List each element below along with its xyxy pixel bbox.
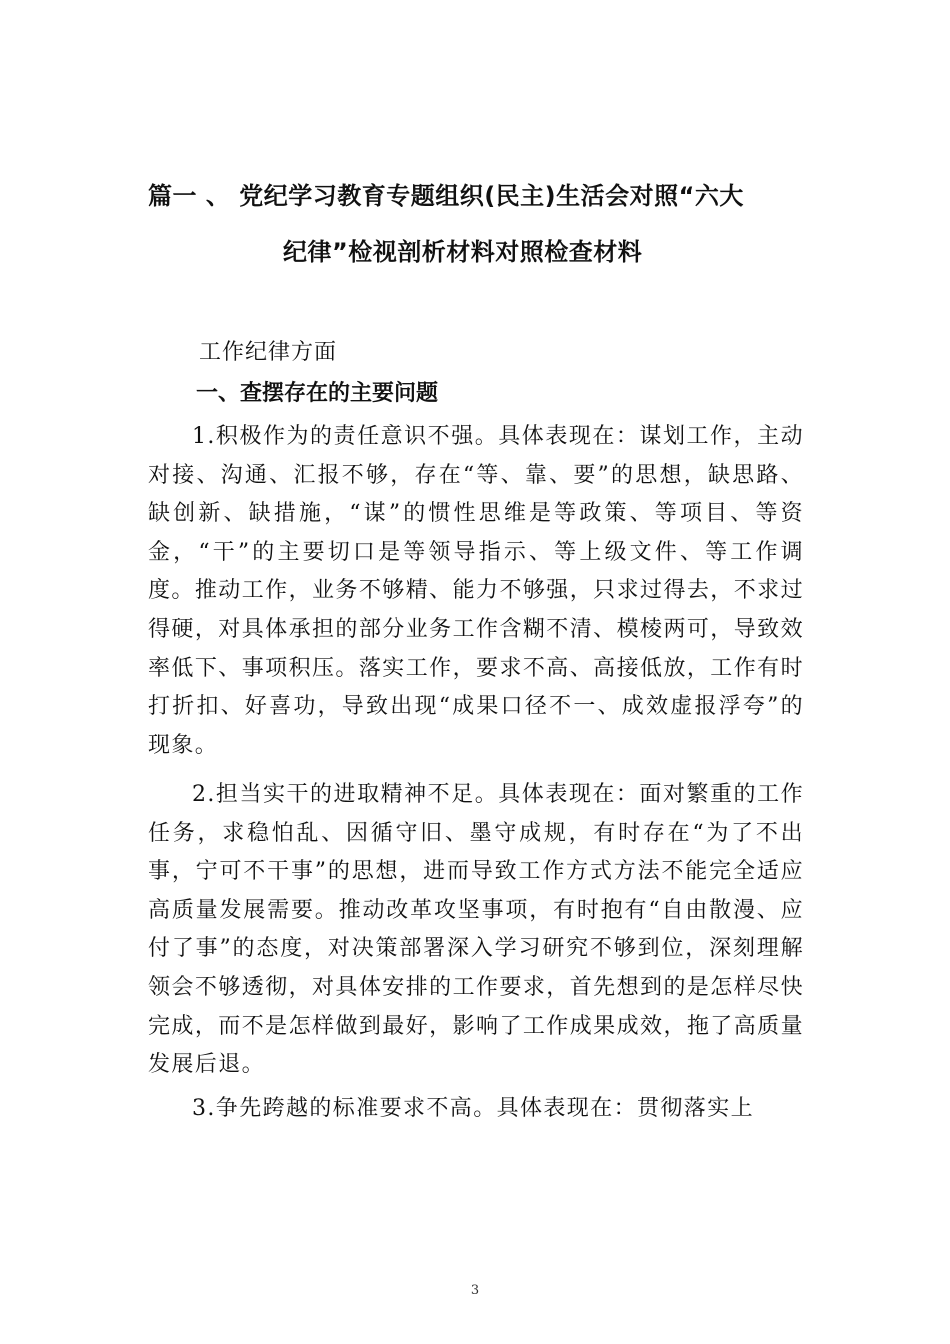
document-title-line-2: 纪律”检视剖析材料对照检查材料 (283, 238, 643, 266)
section-label: 工作纪律方面 (199, 340, 338, 365)
paragraph-1: 1.积极作为的责任意识不强。具体表现在：谋划工作，主动对接、沟通、汇报不够，存在“等、靠、要”的思想，缺思路、缺创新、缺措施，“谋”的惯性思维是等政策、等项目、等资金，“干”的主要切口是等领导指示、等上级文件、等工作调度。推动工作，业务不够精、能力不够强，只求过得去，不求过得硬，对具体承担的部分业务工作含糊不清、模棱两可，导致效率低下、事项积压。落实工作，要求不高、高接低放，工作有时打折扣、好喜功，导致出现“成果口径不一、成效虚报浮夸”的现象。 (148, 424, 804, 758)
paragraph-3: 3.争先跨越的标准要求不高。具体表现在：贯彻落实上 (192, 1096, 754, 1121)
section-heading: 一、查摆存在的主要问题 (196, 381, 439, 406)
paragraph-2: 2.担当实干的进取精神不足。具体表现在：面对繁重的工作任务，求稳怕乱、因循守旧、墨守成规，有时存在“为了不出事，宁可不干事”的思想，进而导致工作方式方法不能完全适应高质量发展需要。推动改革攻坚事项，有时抱有“自由散漫、应付了事”的态度，对决策部署深入学习研究不够到位，深刻理解领会不够透彻，对具体安排的工作要求，首先想到的是怎样尽快完成，而不是怎样做到最好，影响了工作成果成效，拖了高质量发展后退。 (148, 782, 804, 1078)
page-number: 3 (470, 1283, 480, 1298)
document-title-line-1: 篇一 、 党纪学习教育专题组织(民主)生活会对照“六大 (148, 182, 744, 210)
